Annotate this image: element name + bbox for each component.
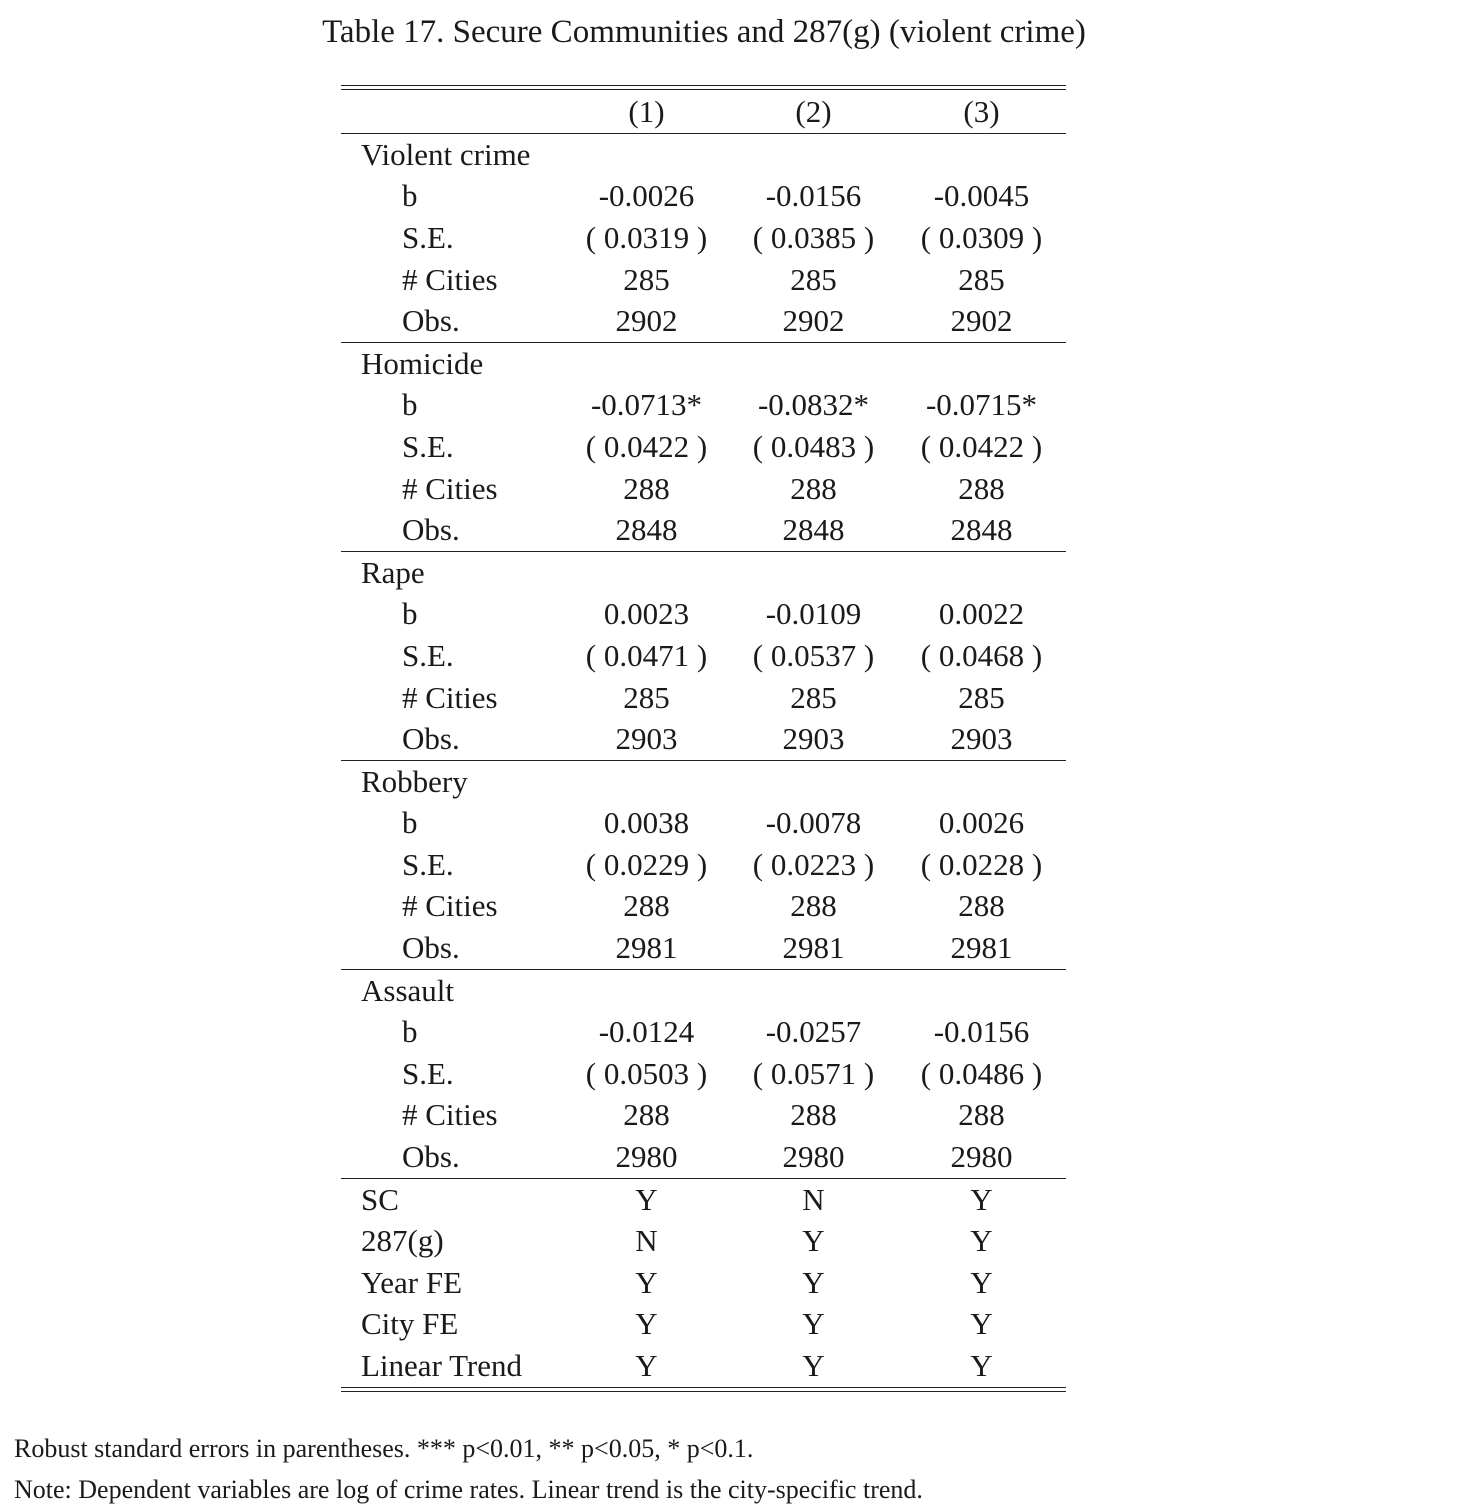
cell-value: 285 [790,261,837,297]
cell-value: ( 0.0385 ) [752,219,875,255]
stat-row [341,886,1066,928]
cell-value: 0.0038 [603,805,690,841]
row-label: b [402,1014,418,1050]
note-standard-errors: Robust standard errors in parentheses. *** p<0.01, ** p<0.05, * p<0.1. [14,1434,754,1463]
cell-value: 2980 [950,1139,1013,1175]
cell-value: -0.0156 [765,178,862,214]
section-header-row [341,761,1066,803]
cell-value: 2848 [615,512,678,548]
cell-value: ( 0.0486 ) [920,1055,1043,1091]
cell-value: ( 0.0468 ) [920,637,1043,673]
cell-value: -0.0045 [933,178,1030,214]
stat-row [341,259,1066,301]
cell-value: Y [635,1348,658,1384]
stat-row [341,426,1066,468]
cell-value: 285 [623,679,670,715]
cell-value: ( 0.0503 ) [585,1055,708,1091]
stat-row [341,635,1066,677]
row-label: SC [361,1181,399,1217]
row-label: S.E. [402,846,454,882]
cell-value: ( 0.0223 ) [752,846,875,882]
cell-value: 285 [958,261,1005,297]
stat-row [341,300,1066,342]
cell-value: Y [970,1348,993,1384]
control-row [341,1262,1066,1304]
cell-value: 2848 [950,512,1013,548]
cell-value: -0.0078 [765,805,862,841]
row-label: S.E. [402,1055,454,1091]
row-label: 287(g) [361,1223,444,1259]
cell-value: Y [635,1264,658,1300]
column-header-3: (3) [963,93,1000,129]
cell-value: 288 [623,888,670,924]
row-label: Obs. [402,721,460,757]
cell-value: -0.0124 [598,1014,695,1050]
row-label: b [402,596,418,632]
section-header-row [341,343,1066,385]
cell-value: 2980 [782,1139,845,1175]
row-label: Obs. [402,303,460,339]
row-label: S.E. [402,428,454,464]
cell-value: ( 0.0422 ) [585,428,708,464]
cell-value: ( 0.0537 ) [752,637,875,673]
cell-value: Y [635,1306,658,1342]
table-notes [14,1428,923,1510]
section-header-row [341,134,1066,176]
cell-value: N [802,1181,825,1217]
cell-value: 2903 [950,721,1013,757]
cell-value: 2981 [615,930,678,966]
cell-value: 2903 [782,721,845,757]
cell-value: -0.0715* [925,387,1038,423]
stat-row [341,385,1066,427]
bottom-double-rule [341,1387,1066,1392]
stat-row [341,468,1066,510]
cell-value: ( 0.0229 ) [585,846,708,882]
row-label: # Cities [402,679,498,715]
control-row [341,1220,1066,1262]
stat-row [341,217,1066,259]
row-label: # Cities [402,470,498,506]
row-label: # Cities [402,261,498,297]
column-header-row [341,90,1066,133]
note-dependent-variables: Note: Dependent variables are log of crime rates. Linear trend is the city-specific trend. [14,1475,923,1504]
cell-value: -0.0257 [765,1014,862,1050]
cell-value: 285 [790,679,837,715]
row-label: b [402,387,418,423]
cell-value: 288 [958,1097,1005,1133]
cell-value: -0.0713* [590,387,703,423]
cell-value: 288 [623,1097,670,1133]
row-label: b [402,178,418,214]
section-header-row [341,552,1066,594]
cell-value: 288 [958,888,1005,924]
cell-value: Y [802,1348,825,1384]
stat-row [341,677,1066,719]
section-title: Robbery [361,763,468,799]
table-title: Table 17. Secure Communities and 287(g) (violent crime) [322,14,1086,50]
cell-value: Y [970,1264,993,1300]
row-label: b [402,805,418,841]
cell-value: 2902 [782,303,845,339]
table-body [341,133,1066,1387]
row-label: Obs. [402,1139,460,1175]
section-header-row [341,970,1066,1012]
cell-value: ( 0.0228 ) [920,846,1043,882]
cell-value: 2981 [782,930,845,966]
cell-value: Y [802,1223,825,1259]
row-label: Year FE [361,1264,463,1300]
stat-row [341,176,1066,218]
section-title: Rape [361,554,425,590]
cell-value: 2903 [615,721,678,757]
section-title: Assault [361,972,454,1008]
cell-value: -0.0832* [757,387,870,423]
cell-value: -0.0156 [933,1014,1030,1050]
cell-value: ( 0.0571 ) [752,1055,875,1091]
row-label: City FE [361,1306,459,1342]
row-label: # Cities [402,1097,498,1133]
stat-row [341,803,1066,845]
cell-value: 285 [623,261,670,297]
cell-value: 288 [958,470,1005,506]
cell-value: 0.0023 [603,596,690,632]
stat-row [341,1095,1066,1137]
cell-value: 288 [790,470,837,506]
cell-value: ( 0.0471 ) [585,637,708,673]
cell-value: 288 [790,888,837,924]
stat-row [341,509,1066,551]
stat-row [341,1011,1066,1053]
cell-value: 2902 [615,303,678,339]
cell-value: 2848 [782,512,845,548]
stat-row [341,718,1066,760]
cell-value: 2981 [950,930,1013,966]
stat-row [341,1053,1066,1095]
stat-row [341,1136,1066,1178]
control-row [341,1345,1066,1387]
section-title: Homicide [361,345,484,381]
cell-value: Y [802,1306,825,1342]
cell-value: Y [802,1264,825,1300]
cell-value: -0.0026 [598,178,695,214]
cell-value: 0.0026 [938,805,1025,841]
cell-value: ( 0.0309 ) [920,219,1043,255]
cell-value: -0.0109 [765,596,862,632]
stat-row [341,844,1066,886]
row-label: Linear Trend [361,1348,523,1384]
row-label: S.E. [402,637,454,673]
cell-value: Y [970,1223,993,1259]
cell-value: ( 0.0483 ) [752,428,875,464]
stat-row [341,927,1066,969]
control-row [341,1304,1066,1346]
control-row [341,1179,1066,1221]
cell-value: 288 [623,470,670,506]
section-title: Violent crime [361,136,531,172]
cell-value: 285 [958,679,1005,715]
column-header-2: (2) [795,93,832,129]
cell-value: ( 0.0422 ) [920,428,1043,464]
cell-value: ( 0.0319 ) [585,219,708,255]
stat-row [341,594,1066,636]
row-label: S.E. [402,219,454,255]
cell-value: 0.0022 [938,596,1025,632]
row-label: Obs. [402,512,460,548]
cell-value: 2902 [950,303,1013,339]
regression-table [341,85,1066,1392]
cell-value: 288 [790,1097,837,1133]
cell-value: Y [970,1306,993,1342]
row-label: # Cities [402,888,498,924]
cell-value: N [635,1223,658,1259]
cell-value: 2980 [615,1139,678,1175]
cell-value: Y [635,1181,658,1217]
row-label: Obs. [402,930,460,966]
cell-value: Y [970,1181,993,1217]
column-header-1: (1) [628,93,665,129]
